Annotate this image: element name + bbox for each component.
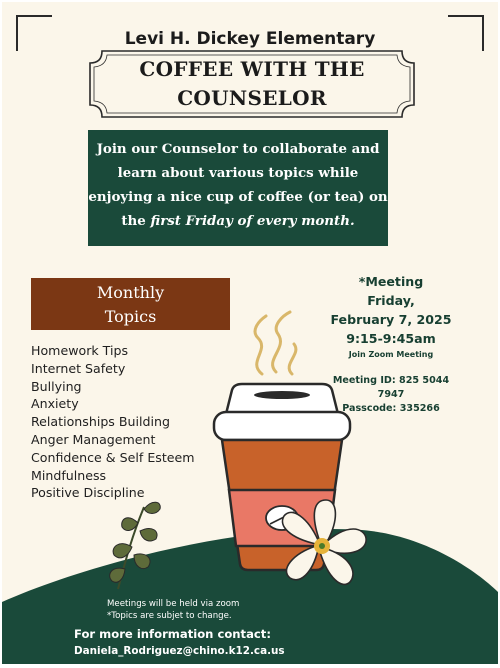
topics-heading-line-2: Topics: [104, 307, 157, 326]
intro-line-1: Join our Counselor to collaborate and: [96, 141, 380, 157]
note-zoom: Meetings will be held via zoom: [107, 599, 240, 609]
list-item: Mindfulness: [31, 467, 107, 483]
contact-heading: For more information contact:: [74, 627, 271, 641]
list-item: Homework Tips: [31, 343, 129, 358]
meeting-line-2: Friday,: [367, 293, 415, 308]
zoom-label: Join Zoom Meeting: [348, 350, 434, 359]
coffee-cup-icon: [192, 302, 382, 592]
title-banner: [88, 49, 416, 119]
school-name: Levi H. Dickey Elementary: [124, 29, 376, 49]
list-item: Anger Management: [31, 431, 156, 447]
meeting-line-1: *Meeting: [358, 274, 424, 289]
intro-line-4-prefix: the: [121, 213, 151, 229]
list-item: Bullying: [31, 378, 82, 394]
list-item: Positive Discipline: [31, 485, 145, 501]
meeting-time: 9:15-9:45am: [346, 331, 436, 346]
title-line-1: COFFEE WITH THE: [139, 57, 365, 81]
flyer: [2, 2, 498, 664]
meeting-date: February 7, 2025: [330, 312, 452, 327]
intro-line-4: [88, 209, 388, 233]
list-item: Confidence & Self Esteem: [31, 449, 195, 465]
flyer-title: [88, 55, 416, 113]
intro-emphasis: first Friday of every month.: [150, 213, 355, 229]
steam-icon: [255, 312, 296, 374]
meeting-id: Meeting ID: 825 5044 7947: [332, 375, 450, 400]
list-item: Internet Safety: [31, 360, 126, 376]
leaf-sprig-icon: [98, 497, 178, 592]
meeting-passcode: Passcode: 335266: [342, 403, 440, 414]
note-topics: *Topics are subjet to change.: [107, 611, 232, 621]
topic-list: [31, 342, 195, 502]
intro-line-2: learn about various topics while: [117, 165, 359, 181]
title-line-2: COUNSELOR: [177, 86, 327, 110]
intro-box: [88, 130, 388, 246]
footer-notes: [107, 598, 239, 622]
topics-heading-line-1: Monthly: [96, 283, 165, 302]
list-item: Anxiety: [31, 396, 79, 412]
list-item: Relationships Building: [31, 414, 170, 430]
contact-email[interactable]: Daniela_Rodriguez@chino.k12.ca.us: [74, 645, 285, 657]
intro-line-3: enjoying a nice cup of coffee (or tea) on: [88, 189, 388, 205]
